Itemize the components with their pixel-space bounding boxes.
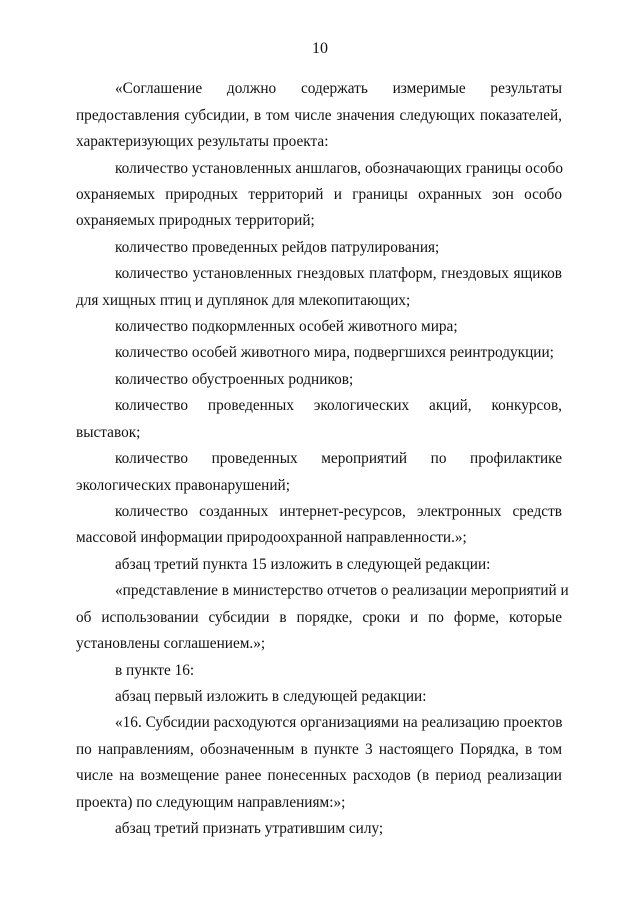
text-line: абзац первый изложить в следующей редакции: xyxy=(115,688,427,705)
text-line: абзац третий пункта 15 изложить в следующей редакции: xyxy=(115,556,491,573)
text-line: для хищных птиц и дуплянок для млекопитающих; xyxy=(76,292,411,309)
text-line: числе на возмещение ранее понесенных расходов (в период реализации xyxy=(76,767,562,784)
text-line: количество подкормленных особей животного мира; xyxy=(115,318,458,335)
text-line: количество проведенных рейдов патрулирования; xyxy=(115,239,440,256)
text-line: характеризующих результаты проекта: xyxy=(76,133,329,150)
text-line: проекта) по следующим направлениям:»; xyxy=(76,794,346,811)
text-line: «представление в министерство отчетов о реализации мероприятий и xyxy=(115,582,569,599)
text-line: «Соглашение должно содержать измеримые результаты xyxy=(115,80,562,97)
text-line: предоставления субсидии, в том числе значения следующих показателей, xyxy=(76,107,562,124)
text-line: экологических правонарушений; xyxy=(76,477,290,494)
text-line: абзац третий признать утратившим силу; xyxy=(115,820,384,837)
text-line: количество обустроенных родников; xyxy=(115,371,354,388)
text-line: в пункте 16: xyxy=(115,662,195,679)
text-line: количество установленных аншлагов, обозначающих границы особо xyxy=(115,160,564,177)
text-line: количество особей животного мира, подвергшихся реинтродукции; xyxy=(115,344,554,361)
text-line: количество проведенных экологических акций, конкурсов, xyxy=(115,397,562,414)
text-line: выставок; xyxy=(76,424,141,441)
text-line: массовой информации природоохранной направленности.»; xyxy=(76,529,467,546)
text-line: количество проведенных мероприятий по профилактике xyxy=(115,450,562,467)
text-line: по направлениям, обозначенным в пункте 3 настоящего Порядка, в том xyxy=(76,741,562,758)
text-line: охраняемых природных территорий; xyxy=(76,212,315,229)
text-line: количество созданных интернет-ресурсов, электронных средств xyxy=(115,503,562,520)
page-number: 10 xyxy=(312,40,328,57)
text-line: охраняемых природных территорий и границы охранных зон особо xyxy=(76,186,562,203)
text-line: об использовании субсидии в порядке, сроки и по форме, которые xyxy=(76,609,562,626)
text-line: установлены соглашением.»; xyxy=(76,635,266,652)
text-line: количество установленных гнездовых платформ, гнездовых ящиков xyxy=(115,265,562,282)
text-line: «16. Субсидии расходуются организациями на реализацию проектов xyxy=(115,714,563,731)
